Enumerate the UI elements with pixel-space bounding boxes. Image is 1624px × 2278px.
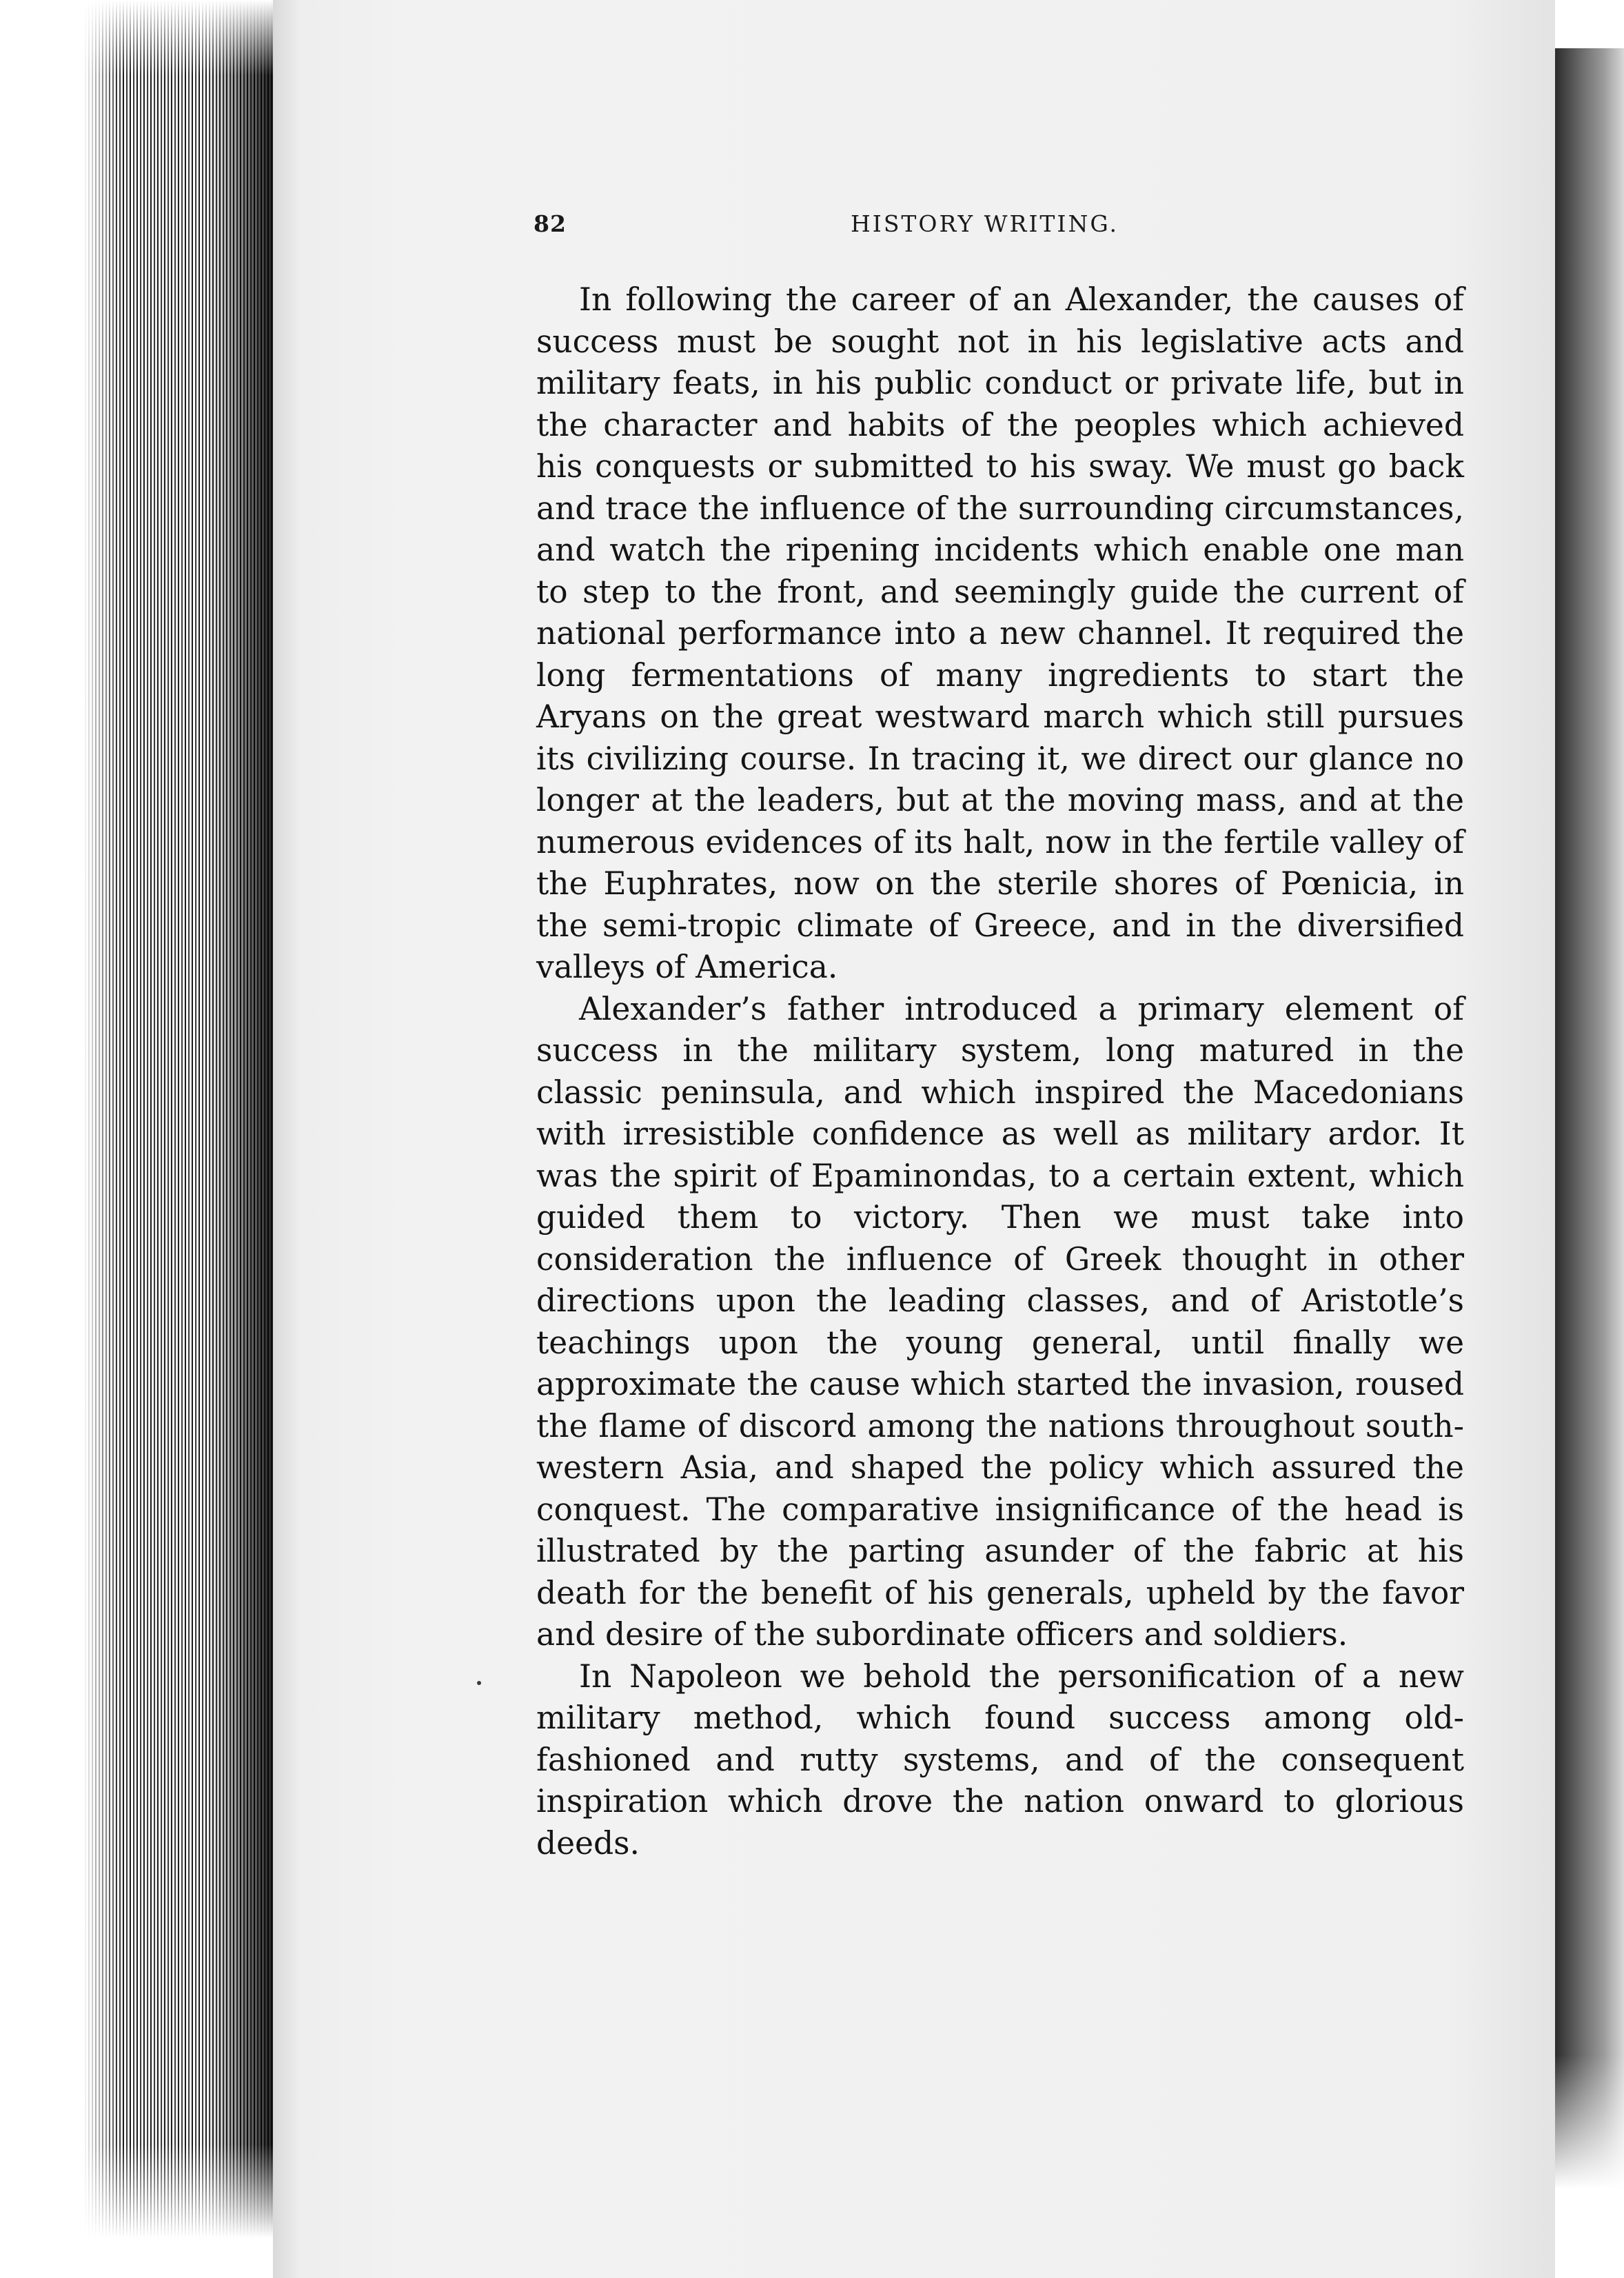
- gutter-shadow: [0, 0, 276, 2278]
- right-strip-bottom-fade: [1555, 2055, 1624, 2278]
- body-text: [536, 279, 1464, 1864]
- running-head: [534, 210, 1465, 252]
- page-number: 82: [534, 210, 567, 237]
- page-edges-top-fade: [0, 0, 276, 76]
- page-edges-bottom-fade: [0, 2144, 276, 2278]
- paragraph-3: In Napoleon we behold the personification of a new military method, which found success among old-fashioned and rutty systems, and of the consequent inspiration which drove the nation onward to glorious deeds.: [536, 1657, 1464, 1862]
- paragraph-2: Alexander’s father introduced a primary element of success in the military system, long matured in the classic peninsula, and which inspired the Macedonians with irresistible confidence as well as military ardor. It was the spirit of Epaminondas, to a certain extent, which guided them to victory. Then we must take into consideration the influence of Greek thought in other directions upon the leading classes, and of Aristotle’s teachings upon the young general, until finally we approximate the cause which started the invasion, roused the flame of discord among the nations throughout south-western Asia, and shaped the policy which assured the conquest. The comparative insignificance of the head is illustrated by the parting asunder of the fabric at his death for the benefit of his generals, upheld by the favor and desire of the subordinate officers and soldiers.: [536, 990, 1464, 1653]
- right-background-strip: [1555, 0, 1624, 2278]
- stray-ink-dot: [477, 1681, 481, 1685]
- right-strip-top: [1555, 0, 1624, 48]
- running-title: HISTORY WRITING.: [851, 210, 1119, 237]
- paragraph-1: In following the career of an Alexander, the causes of success must be sought not in his legislative acts and military feats, in his public conduct or private life, but in the character and habits of the peoples which achieved his conquests or submitted to his sway. We must go back and trace the influence of the surrounding circumstances, and watch the ripening incidents which enable one man to step to the front, and seemingly guide the current of national performance into a new channel. It required the long fermentations of many ingredients to start the Aryans on the great westward march which still pursues its civilizing course. In tracing it, we direct our glance no longer at the leaders, but at the moving mass, and at the numerous evidences of its halt, now in the fertile valley of the Euphrates, now on the sterile shores of Pœnicia, in the semi-tropic climate of Greece, and in the diversified valleys of America.: [536, 281, 1464, 985]
